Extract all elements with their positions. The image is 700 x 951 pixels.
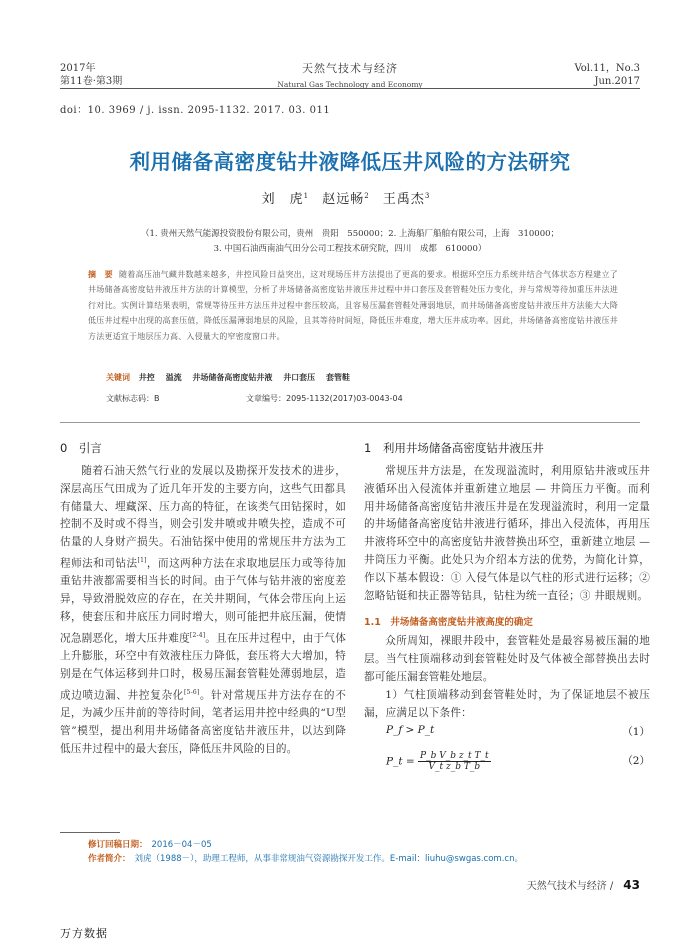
keyword: 井控	[138, 373, 155, 382]
para-text: 。针对常规压井方法存在的不足，为减少压井前的等待时间，笔者运用井控中经典的“U型管”模型，提出利用井场储备高密度钻井液压井，以达到降低压井过程中的最大套压，降低压井风险的目的。	[60, 689, 346, 755]
author-name: 刘 虎	[261, 192, 304, 207]
abstract	[88, 267, 618, 344]
paper-title: 利用储备高密度钻井液降低压井风险的方法研究	[129, 150, 571, 174]
para-text: ，而这两种方法在求取地层压力或等待加重钻井液都需要相当长的时间。由于气体与钻井液的密度差异，导致滑脱效应的存在，在关井期间，气体会带压向上运移，使套压和井底压力同时增大，则可能把井底压漏，使情况急剧恶化，增大压井难度	[60, 557, 346, 645]
footnote	[88, 838, 523, 866]
para-text: 。且在压井过程中，由于气体上升膨胀，环空中有效液柱压力降低，套压将大大增加，特别是在气体运移到井口时，极易压漏套管鞋处薄弱地层，造成边喷边漏、井控复杂化	[60, 632, 346, 702]
citation-ref[interactable]: [2-4]	[189, 631, 206, 639]
equation-body: P_f > P_t	[386, 724, 435, 737]
intro-paragraph	[60, 463, 346, 758]
footer-journal: 天然气技术与经济 /	[526, 881, 614, 892]
keyword: 套管鞋	[325, 373, 350, 382]
article-number: 文章编号：2095-1132(2017)03-0043-04	[246, 394, 403, 403]
section-heading-intro: 0 引言	[60, 441, 102, 455]
equation-number: （1）	[622, 726, 650, 739]
keyword: 溢流	[165, 373, 182, 382]
header-vol-en: Vol.11，No.3	[574, 63, 640, 74]
footnote-value: 2016－04－05	[151, 840, 212, 850]
right-column	[364, 440, 650, 774]
header-year: 2017年	[60, 63, 96, 74]
author-affil-sup: 3	[424, 191, 431, 200]
subsection-paragraph: 众所周知，裸眼井段中，套管鞋处是最容易被压漏的地层。当气柱顶端移动到套管鞋处时及气体被全部替换出去时都可能压漏套管鞋处地层。	[364, 635, 650, 683]
keyword: 井场储备高密度钻井液	[192, 373, 273, 382]
author-affil-sup: 2	[364, 191, 370, 200]
page-number: 43	[623, 878, 640, 892]
para-text: 随着石油天然气行业的发展以及勘探开发技术的进步，深层高压气田成为了近几年开发的主要方向，这些气田都具有储量大、埋藏深、压力高的特征，在该类气田钻探时，如控制不及时或不得当，则会引发井喷或井喷失控，造成不可估量的人身财产损失。石油钻探中使用的常规压井方法为工程师法和司钻法	[60, 465, 346, 570]
journal-title-en: Natural Gas Technology and Economy	[277, 80, 423, 89]
keyword: 井口套压	[283, 373, 316, 382]
equation-number: （2）	[622, 755, 650, 768]
keywords-label: 关键词	[106, 373, 130, 382]
subsection-heading: 1.1 井场储备高密度钻井液高度的确定	[364, 617, 533, 629]
doi[interactable]: doi：10. 3969 / j. issn. 2095-1132. 2017. 03. 011	[60, 105, 331, 116]
fraction-denominator: V_t z_b T_b	[428, 762, 481, 773]
affiliation-line: 3. 中国石油西南油气田分公司工程技术研究院，四川 成都 610000）	[213, 244, 487, 254]
watermark: 万方数据	[60, 927, 108, 940]
classification-code: 文献标志码：B	[106, 394, 160, 403]
condition-paragraph: 1）气柱顶端移动到套管鞋处时，为了保证地层不被压漏，应满足以下条件：	[364, 688, 650, 719]
equation-lhs: P_t =	[386, 755, 415, 768]
author-affil-sup: 1	[303, 191, 310, 200]
author-name: 王禹杰	[382, 192, 425, 207]
header-date-en: Jun.2017	[594, 76, 640, 87]
abstract-label: 摘 要	[88, 270, 113, 279]
equation-body	[386, 751, 491, 772]
footnote-rule	[60, 832, 120, 833]
affiliation-line: （1. 贵州天然气能源投资股份有限公司，贵州 贵阳 550000；2. 上海船厂船舶有限公司，上海 310000；	[140, 229, 560, 239]
author-bio	[88, 852, 523, 866]
author-list	[0, 188, 700, 207]
method-paragraph: 常规压井方法是，在发现溢流时，利用原钻井液或压井液循环出入侵流体并重新建立地层 — 井筒压力平衡。而利用井场储备高密度钻井液压井是在发现溢流时，利用一定量的井场储备高密度钻井液进行循环，排出入侵流体，再用压井液将环空中的高密度钻井液替换出环空，重新建立地层 — 井筒压力平衡。此处只为介绍本方法的优势，为简化计算，作以下基本假设：① 入侵气体是以气柱的形式进行运移；② 忽略钻铤和扶正器等钻具，钻柱为统一直径；③ 井眼规则。	[364, 465, 650, 602]
section-divider	[60, 422, 640, 423]
citation-ref[interactable]: [5-6]	[184, 688, 200, 696]
keywords	[106, 372, 358, 383]
equation-2	[364, 744, 650, 774]
section-heading-method: 1 利用井场储备高密度钻井液压井	[364, 441, 544, 455]
equation-1	[364, 722, 650, 744]
left-column	[60, 440, 346, 758]
journal-title-cn: 天然气技术与经济	[302, 62, 398, 75]
header-volume-issue: 第11卷·第3期	[60, 76, 123, 87]
footnote-label: 作者简介：	[88, 854, 131, 864]
header-rule	[60, 88, 640, 89]
footnote-value[interactable]: 刘虎（1988－），助理工程师，从事非常规油气资源勘探开发工作。E-mail：liuhu@swgas.com.cn。	[134, 854, 523, 864]
page-footer	[527, 877, 640, 892]
affiliations	[0, 227, 700, 257]
footnote-label: 修订回稿日期：	[88, 840, 148, 850]
citation-ref[interactable]: [1]	[137, 556, 147, 564]
author-name: 赵远畅	[322, 192, 365, 207]
received-date	[88, 838, 523, 852]
abstract-text: 随着高压油气藏井数越来越多，井控风险日益突出，这对现场压井方法提出了更高的要求。根据环空压力系统井结合气体状态方程建立了井场储备高密度钻井液压井方法的计算模型，分析了井场储备高密度钻井液压井过程中井口套压及套管鞋处压力变化，并与常规等待加重压井法进行对比。实例计算结果表明，常规等待压井方法压井过程中套压较高，且容易压漏套管鞋处薄弱地层，而井场储备高密度钻井液压井方法能大大降低压井过程中出现的高套压值，降低压漏薄弱地层的风险，且其等待时间短，降低压井难度，增大压井成功率。因此，井场储备高密度钻井液压井方法更适宜于地层压力高、入侵量大的窄密度窗口井。	[88, 270, 618, 341]
fraction-numerator: P_b V_b z_t T_t	[420, 751, 489, 762]
equation-fraction	[418, 751, 491, 772]
header-vol-info	[574, 62, 640, 88]
